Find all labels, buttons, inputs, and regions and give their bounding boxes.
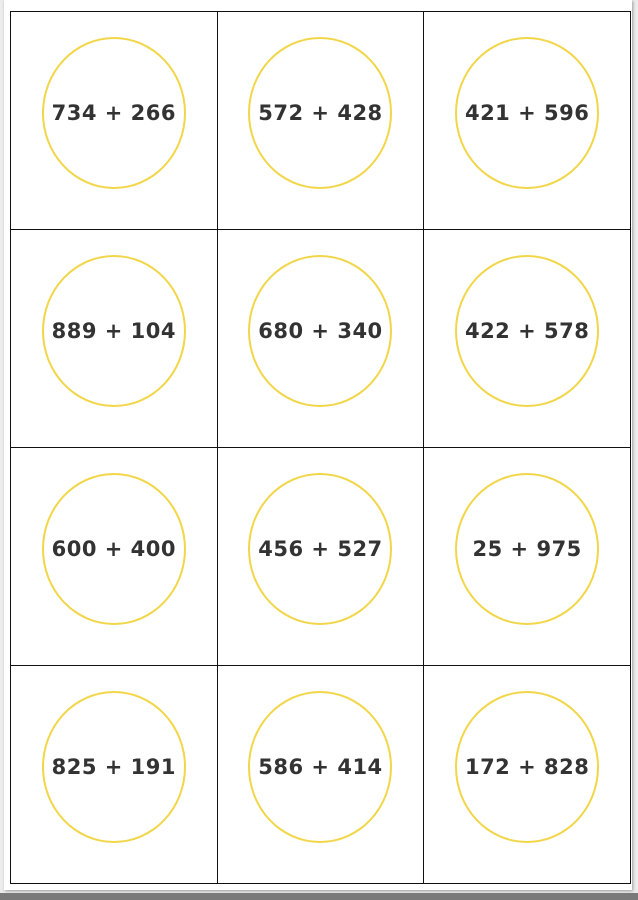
addition-problem: 680 + 340 <box>258 318 383 343</box>
circle-frame <box>455 255 599 407</box>
card <box>218 666 425 884</box>
circle-frame <box>455 691 599 843</box>
addition-problem: 25 + 975 <box>472 536 582 561</box>
card <box>424 230 631 448</box>
circle-frame <box>42 691 186 843</box>
viewer-bottom-edge <box>0 893 638 900</box>
circle-frame <box>248 255 392 407</box>
card <box>218 12 425 230</box>
worksheet-page <box>4 0 632 890</box>
card <box>11 666 218 884</box>
circle-frame <box>248 473 392 625</box>
circle-frame <box>455 473 599 625</box>
addition-problem: 586 + 414 <box>258 754 383 779</box>
addition-problem: 889 + 104 <box>51 318 177 343</box>
circle-frame <box>42 473 186 625</box>
addition-problem: 422 + 578 <box>464 318 590 343</box>
circle-frame <box>248 691 392 843</box>
addition-problem: 456 + 527 <box>258 536 383 561</box>
card <box>11 230 218 448</box>
circle-frame <box>455 37 599 189</box>
circle-frame <box>42 37 186 189</box>
card <box>11 448 218 666</box>
addition-problem: 172 + 828 <box>464 754 590 779</box>
card-grid <box>10 11 631 884</box>
card <box>218 230 425 448</box>
card <box>218 448 425 666</box>
card <box>424 666 631 884</box>
circle-frame <box>248 37 392 189</box>
addition-problem: 572 + 428 <box>258 100 383 125</box>
card <box>11 12 218 230</box>
addition-problem: 825 + 191 <box>51 754 177 779</box>
addition-problem: 421 + 596 <box>464 100 590 125</box>
circle-frame <box>42 255 186 407</box>
card <box>424 448 631 666</box>
addition-problem: 600 + 400 <box>51 536 177 561</box>
addition-problem: 734 + 266 <box>51 100 177 125</box>
card <box>424 12 631 230</box>
